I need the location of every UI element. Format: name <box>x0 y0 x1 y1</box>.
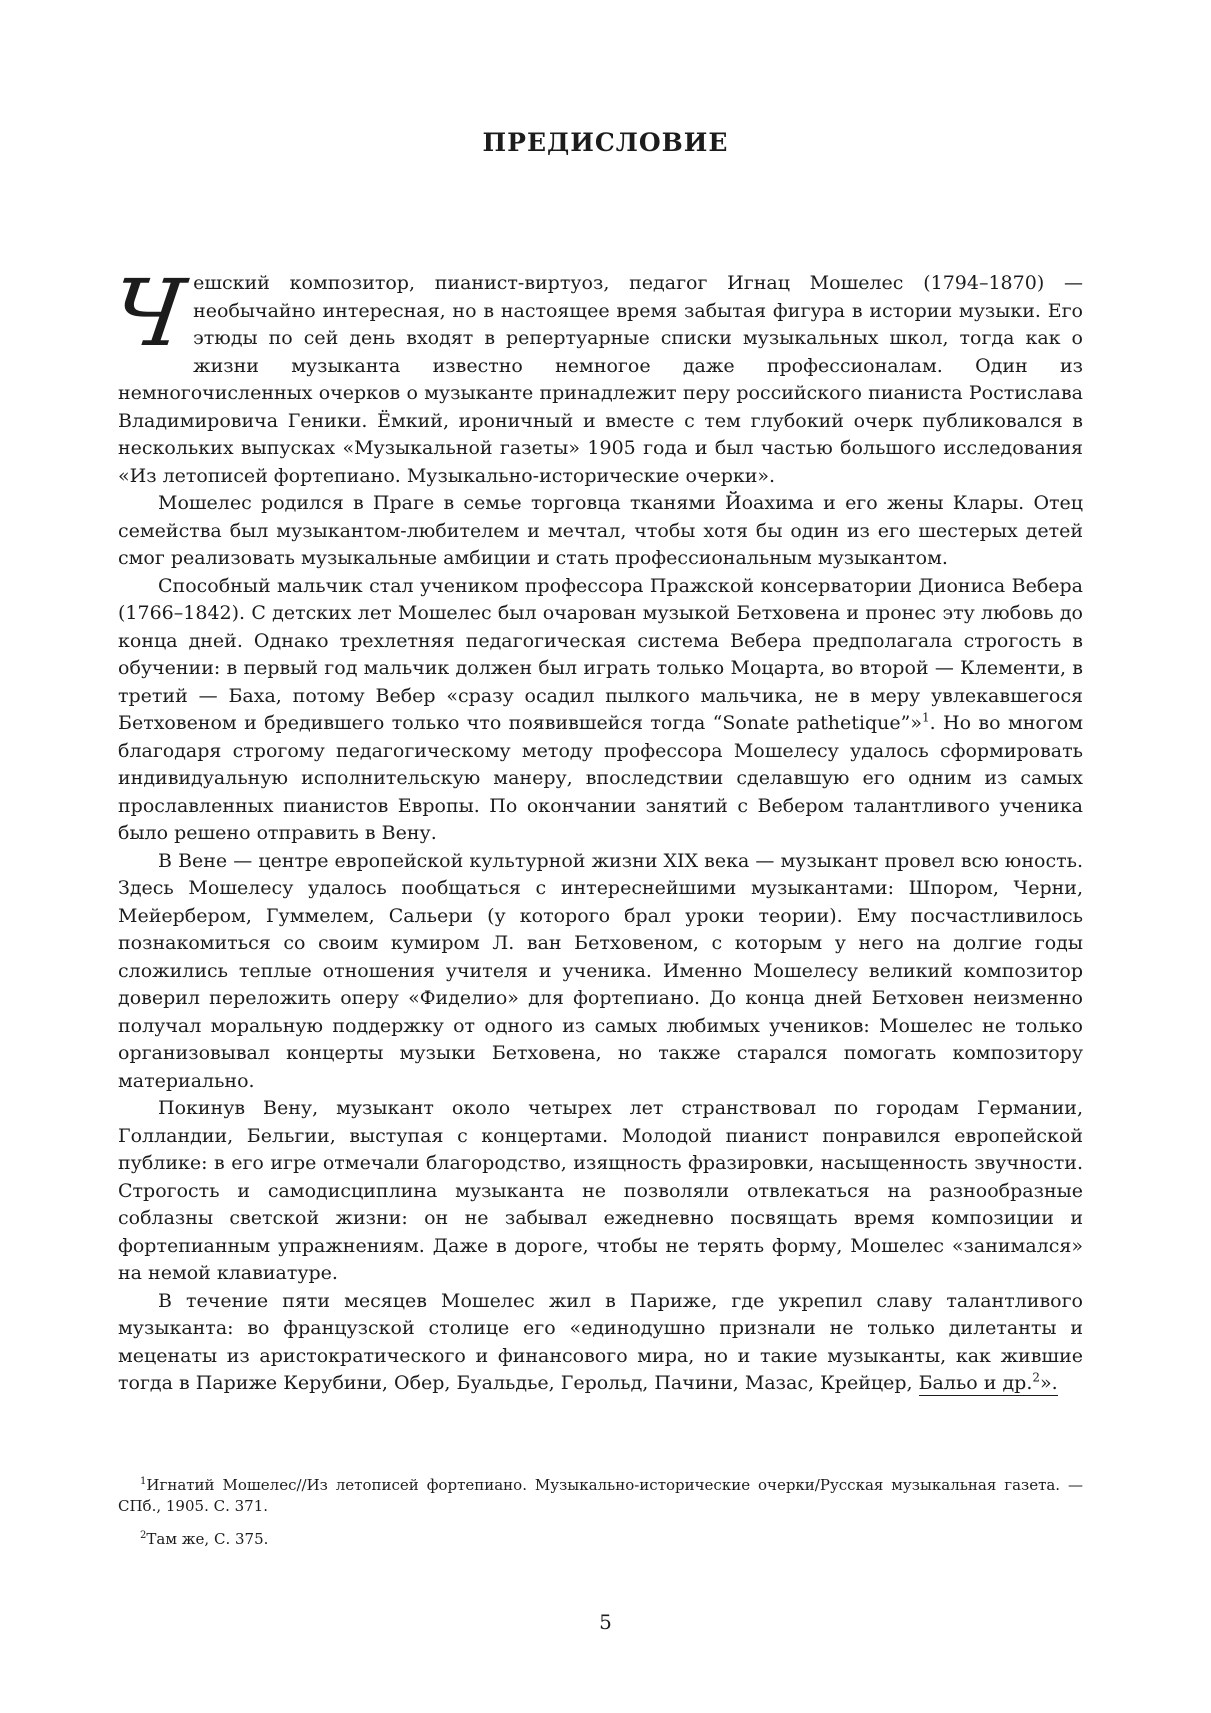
footnotes <box>118 1475 1083 1562</box>
footnote-ref-2[interactable]: 2 <box>1032 1370 1041 1385</box>
footnote-2-text: Там же, С. 375. <box>146 1530 269 1548</box>
body-text <box>104 260 1083 1398</box>
underlined-text: Бальо и др. <box>918 1372 1033 1394</box>
footnote-1-text: Игнатий Мошелес//Из летописей фортепиано. Музыкально-исторические очерки/Русская музыкальная газета. — СПб., 1905. С. 371. <box>118 1476 1083 1515</box>
paragraph-6-text: В течение пяти месяцев Мошелес жил в Париже, где укрепил славу талантливого музыканта: во французской столице его «единодушно признали не только дилетанты и меценаты из аристократического и финансового мира, но и такие музыканты, как жившие тогда в Париже Керубини, Обер, Буальдье, Герольд, Пачини, Мазас, Крейцер, <box>118 1289 1083 1394</box>
paragraph-3 <box>118 573 1083 848</box>
paragraph-1-text: ешский композитор, пианист-виртуоз, педагог Игнац Мошелес (1794–1870) — необычайно интересная, но в настоящее время забытая фигура в истории музыки. Его этюды по сей день входят в репертуарные списки музыкальных школ, тогда как о жизни музыканта известно немногое даже профессионалам. Один из немногочисленных очерков о музыканте принадлежит перу российского пианиста Ростислава Владимировича Геники. Ёмкий, ироничный и вместе с тем глубокий очерк публиковался в нескольких выпусках «Музыкальной газеты» 1905 года и был частью большого исследования «Из летописей фортепиано. Музыкально-исторические очерки». <box>118 272 1083 487</box>
drop-cap: Ч <box>104 260 191 367</box>
page-number: 5 <box>599 1610 612 1634</box>
paragraph-5: Покинув Вену, музыкант около четырех лет странствовал по городам Германии, Голландии, Бельгии, выступая с концертами. Молодой пианист понравился европейской публике: в его игре отмечали благородство, изящность фразировки, насыщенность звучности. Строгость и самодисциплина музыканта не позволяли отвлекаться на разнообразные соблазны светской жизни: он не забывал ежедневно посвящать время композиции и фортепианным упражнениям. Даже в дороге, чтобы не терять форму, Мошелес «занимался» на немой клавиатуре. <box>118 1097 1083 1284</box>
paragraph-4: В Вене — центре европейской культурной жизни XIX века — музыкант провел всю юность. Здесь Мошелесу удалось пообщаться с интереснейшими музыкантами: Шпором, Черни, Мейербером, Гуммелем, Сальери (у которого брал уроки теории). Ему посчастливилось познакомиться со своим кумиром Л. ван Бетховеном, с которым у него на долгие годы сложились теплые отношения учителя и ученика. Именно Мошелесу великий композитор доверил переложить оперу «Фиделио» для фортепиано. До конца дней Бетховен неизменно получал моральную поддержку от одного из самых любимых учеников: Мошелес не только организовывал концерты музыки Бетховена, но также старался помогать композитору материально. <box>118 849 1083 1092</box>
quote-close: ». <box>1040 1372 1058 1394</box>
paragraph-6 <box>118 1288 1083 1398</box>
page-title: ПРЕДИСЛОВИЕ <box>482 128 729 157</box>
paragraph-2: Мошелес родился в Праге в семье торговца тканями Йоахима и его жены Клары. Отец семейства был музыкантом-любителем и мечтал, чтобы хотя бы один из его шестерых детей смог реализовать музыкальные амбиции и стать профессиональным музыкантом. <box>118 492 1083 569</box>
paragraph-3-text-cont: . Но во многом благодаря строгому педагогическому методу профессора Мошелесу удалось сформировать индивидуальную исполнительскую манеру, впоследствии сделавшую его одним из самых прославленных пианистов Европы. По окончании занятий с Вебером талантливого ученика было решено отправить в Вену. <box>118 712 1083 844</box>
underlined-phrase <box>919 1372 1058 1396</box>
paragraph-1 <box>104 260 1083 490</box>
footnote-ref-1[interactable]: 1 <box>921 710 930 725</box>
paragraph-3-text: Способный мальчик стал учеником профессора Пражской консерватории Диониса Вебера (1766–1842). С детских лет Мошелес был очарован музыкой Бетховена и пронес эту любовь до конца дней. Однако трехлетняя педагогическая система Вебера предполагала строгость в обучении: в первый год мальчик должен был играть только Моцарта, во второй — Клементи, в третий — Баха, потому Вебер «сразу осадил пылкого мальчика, не в меру увлекавшегося Бетховеном и бредившего только что появившейся тогда “Sonate pathetique”» <box>118 574 1083 734</box>
footnote-2 <box>118 1529 1083 1550</box>
footnote-2-mark: 2 <box>140 1530 147 1541</box>
footnote-1 <box>118 1475 1083 1517</box>
footnote-1-mark: 1 <box>140 1476 147 1487</box>
